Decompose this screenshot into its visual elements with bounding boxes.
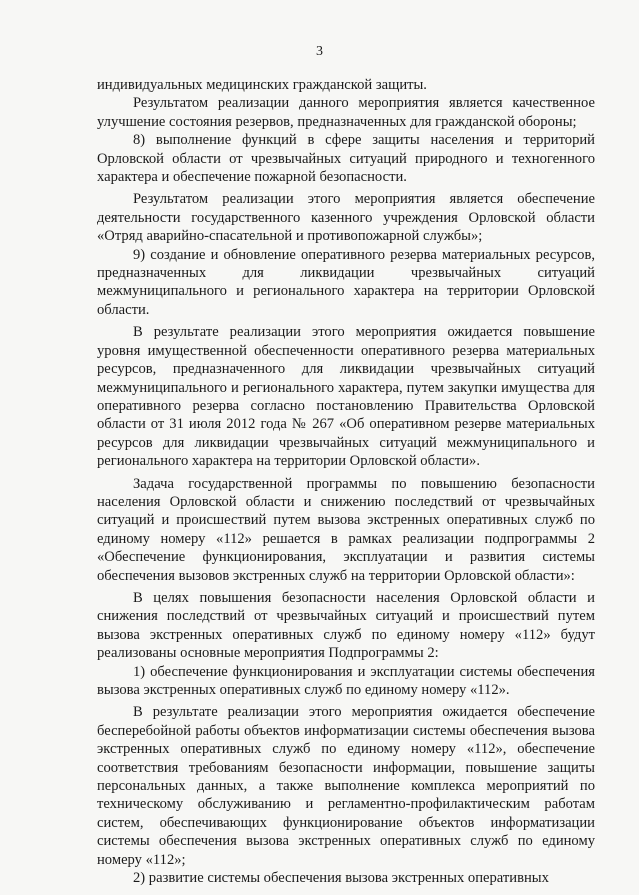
- paragraph: В результате реализации этого мероприятия ожидается обеспечение бесперебойной работы объектов информатизации системы обеспечения вызова экстренных оперативных служб по единому номеру «112», обеспечение соответствия требованиям безопасности информации, повышение защиты персональных данных, а также выполнение комплекса мероприятий по техническому обслуживанию и регламентно-профилактическим работам систем, обеспечивающих функционирование объектов информатизации системы обеспечения вызова экстренных оперативных служб по единому номеру «112»;: [97, 704, 595, 868]
- paragraph: 8) выполнение функций в сфере защиты населения и территорий Орловской области от чрезвычайных ситуаций природного и техногенного характера и обеспечение пожарной безопасности.: [97, 132, 595, 186]
- paragraph: 9) создание и обновление оперативного резерва материальных ресурсов, предназначенных для ликвидации чрезвычайных ситуаций межмуниципального и регионального характера на территории Орловской области.: [97, 246, 595, 318]
- paragraph: В целях повышения безопасности населения Орловской области и снижения последствий от чрезвычайных ситуаций и происшествий путем вызова экстренных оперативных служб по единому номеру «112» будут реализованы основные мероприятия Подпрограммы 2:: [97, 589, 595, 662]
- paragraph: Результатом реализации данного мероприятия является качественное улучшение состояния резервов, предназначенных для гражданской обороны;: [97, 95, 595, 130]
- paragraph: 2) развитие системы обеспечения вызова экстренных оперативных: [133, 870, 549, 887]
- paragraph: Задача государственной программы по повышению безопасности населения Орловской области и снижению последствий от чрезвычайных ситуаций и происшествий путем вызова экстренных оперативных служб по единому номеру «112» решается в рамках реализации подпрограммы 2 «Обеспечение функционирования, эксплуатации и развития системы обеспечения вызовов экстренных служб на территории Орловской области»:: [97, 475, 595, 584]
- paragraph: 1) обеспечение функционирования и эксплуатации системы обеспечения вызова экстренных оперативных служб по единому номеру «112».: [97, 663, 595, 698]
- page-number: 3: [316, 44, 323, 59]
- body-text: [97, 76, 595, 887]
- paragraph: Результатом реализации этого мероприятия является обеспечение деятельности государственного казенного учреждения Орловской области «Отряд аварийно-спасательной и противопожарной службы»;: [97, 191, 595, 245]
- paragraph: В результате реализации этого мероприятия ожидается повышение уровня имущественной обеспеченности оперативного резерва материальных ресурсов, предназначенного для ликвидации чрезвычайных ситуаций межмуниципального и регионального характера, путем закупки имущества для оперативного резерва согласно постановлению Правительства Орловской области от 31 июля 2012 года № 267 «Об оперативном резерве материальных ресурсов для ликвидации чрезвычайных ситуаций межмуниципального и регионального характера на территории Орловской области».: [97, 324, 595, 470]
- paragraph: индивидуальных медицинских гражданской защиты.: [97, 77, 427, 93]
